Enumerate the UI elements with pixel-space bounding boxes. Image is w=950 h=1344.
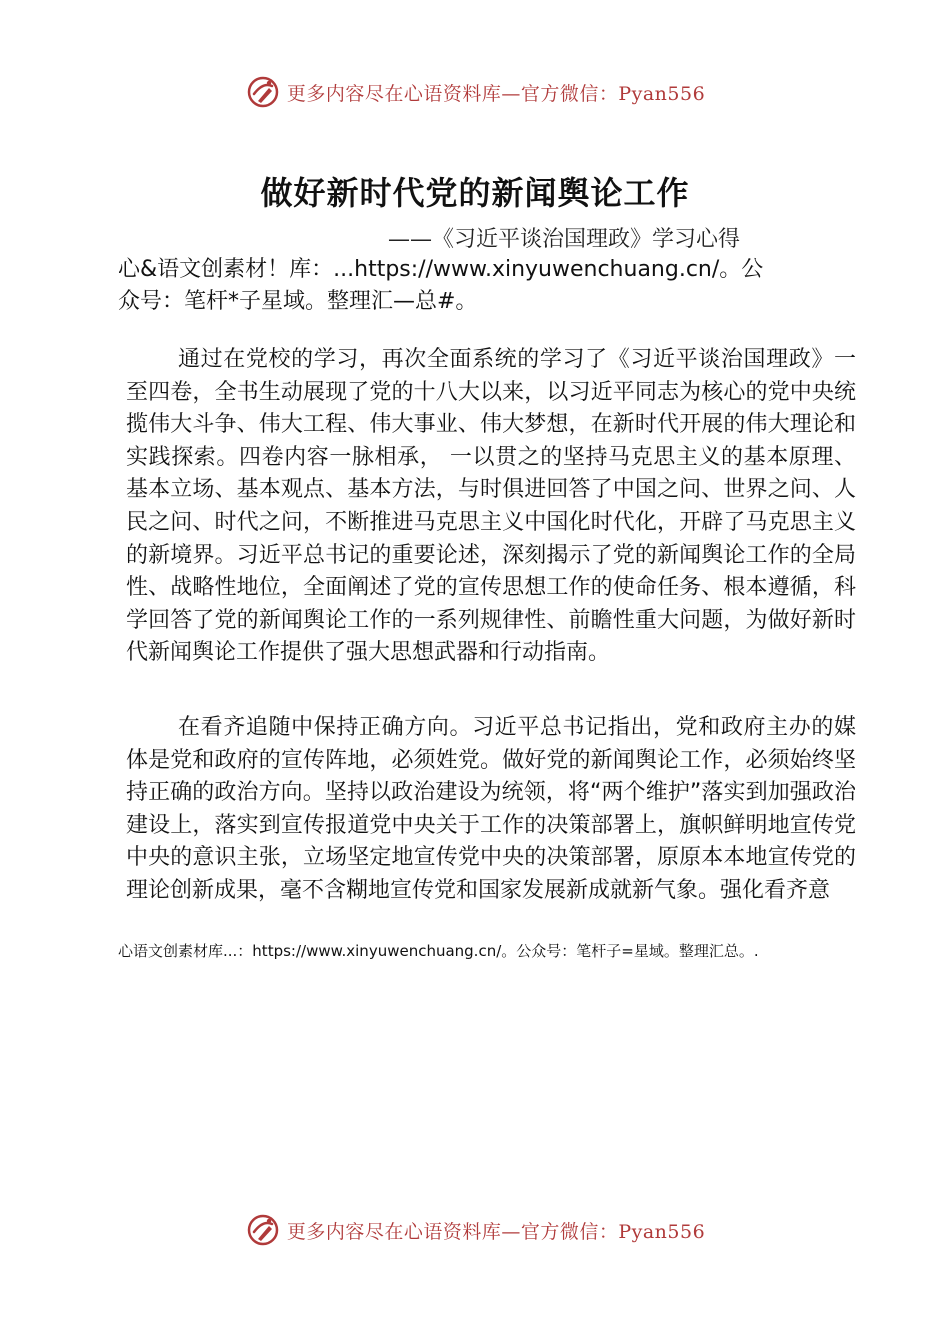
source-line-1: 心&语文创素材！库：...https://www.xinyuwenchuang.cn/。公 — [118, 257, 764, 282]
xinyu-logo-icon — [245, 74, 281, 110]
banner-text: 更多内容尽在心语资料库—官方微信：Pyan556 — [286, 82, 706, 105]
banner-text: 更多内容尽在心语资料库—官方微信：Pyan556 — [286, 1220, 706, 1243]
xinyu-logo-icon — [245, 1212, 281, 1248]
paragraph-2: 在看齐追随中保持正确方向。习近平总书记指出，党和政府主办的媒体是党和政府的宣传阵地，必须姓党。做好党的新闻舆论工作，必须始终坚持正确的政治方向。坚持以政治建设为统领，将“两个维护”落实到加强政治建设上，落实到宣传报道党中央关于工作的决策部署上，旗帜鲜明地宣传党中央的意识主张，立场坚定地宣传党中央的决策部署，原原本本地宣传党的理论创新成果，毫不含糊地宣传党和国家发展新成就新气象。强化看齐意 — [126, 715, 856, 903]
source-line-2: 众号：笔杆*子星域。整理汇—总#。 — [118, 289, 478, 314]
header-banner — [0, 72, 950, 112]
paragraph-1: 通过在党校的学习，再次全面系统的学习了《习近平谈治国理政》一至四卷，全书生动展现了党的十八大以来，以习近平同志为核心的党中央统揽伟大斗争、伟大工程、伟大事业、伟大梦想，在新时代开展的伟大理论和实践探索。四卷内容一脉相承， 一以贯之的坚持马克思主义的基本原理、基本立场、基本观点、基本方法，与时俱进回答了中国之问、世界之问、人民之问、时代之问，不断推进马克思主义中国化时代化，开辟了马克思主义的新境界。习近平总书记的重要论述，深刻揭示了党的新闻舆论工作的全局性、战略性地位，全面阐述了党的宣传思想工作的使命任务、根本遵循，科学回答了党的新闻舆论工作的一系列规律性、前瞻性重大问题，为做好新时代新闻舆论工作提供了强大思想武器和行动指南。 — [126, 347, 856, 666]
subtitle: ——《习近平谈治国理政》学习心得 — [388, 227, 741, 252]
footer-source-line: 心语文创素材库...：https://www.xinyuwenchuang.cn/。公众号：笔杆子=星域。整理汇总。. — [118, 942, 759, 960]
footer-banner — [0, 1210, 950, 1250]
page-title: 做好新时代党的新闻舆论工作 — [260, 174, 690, 212]
